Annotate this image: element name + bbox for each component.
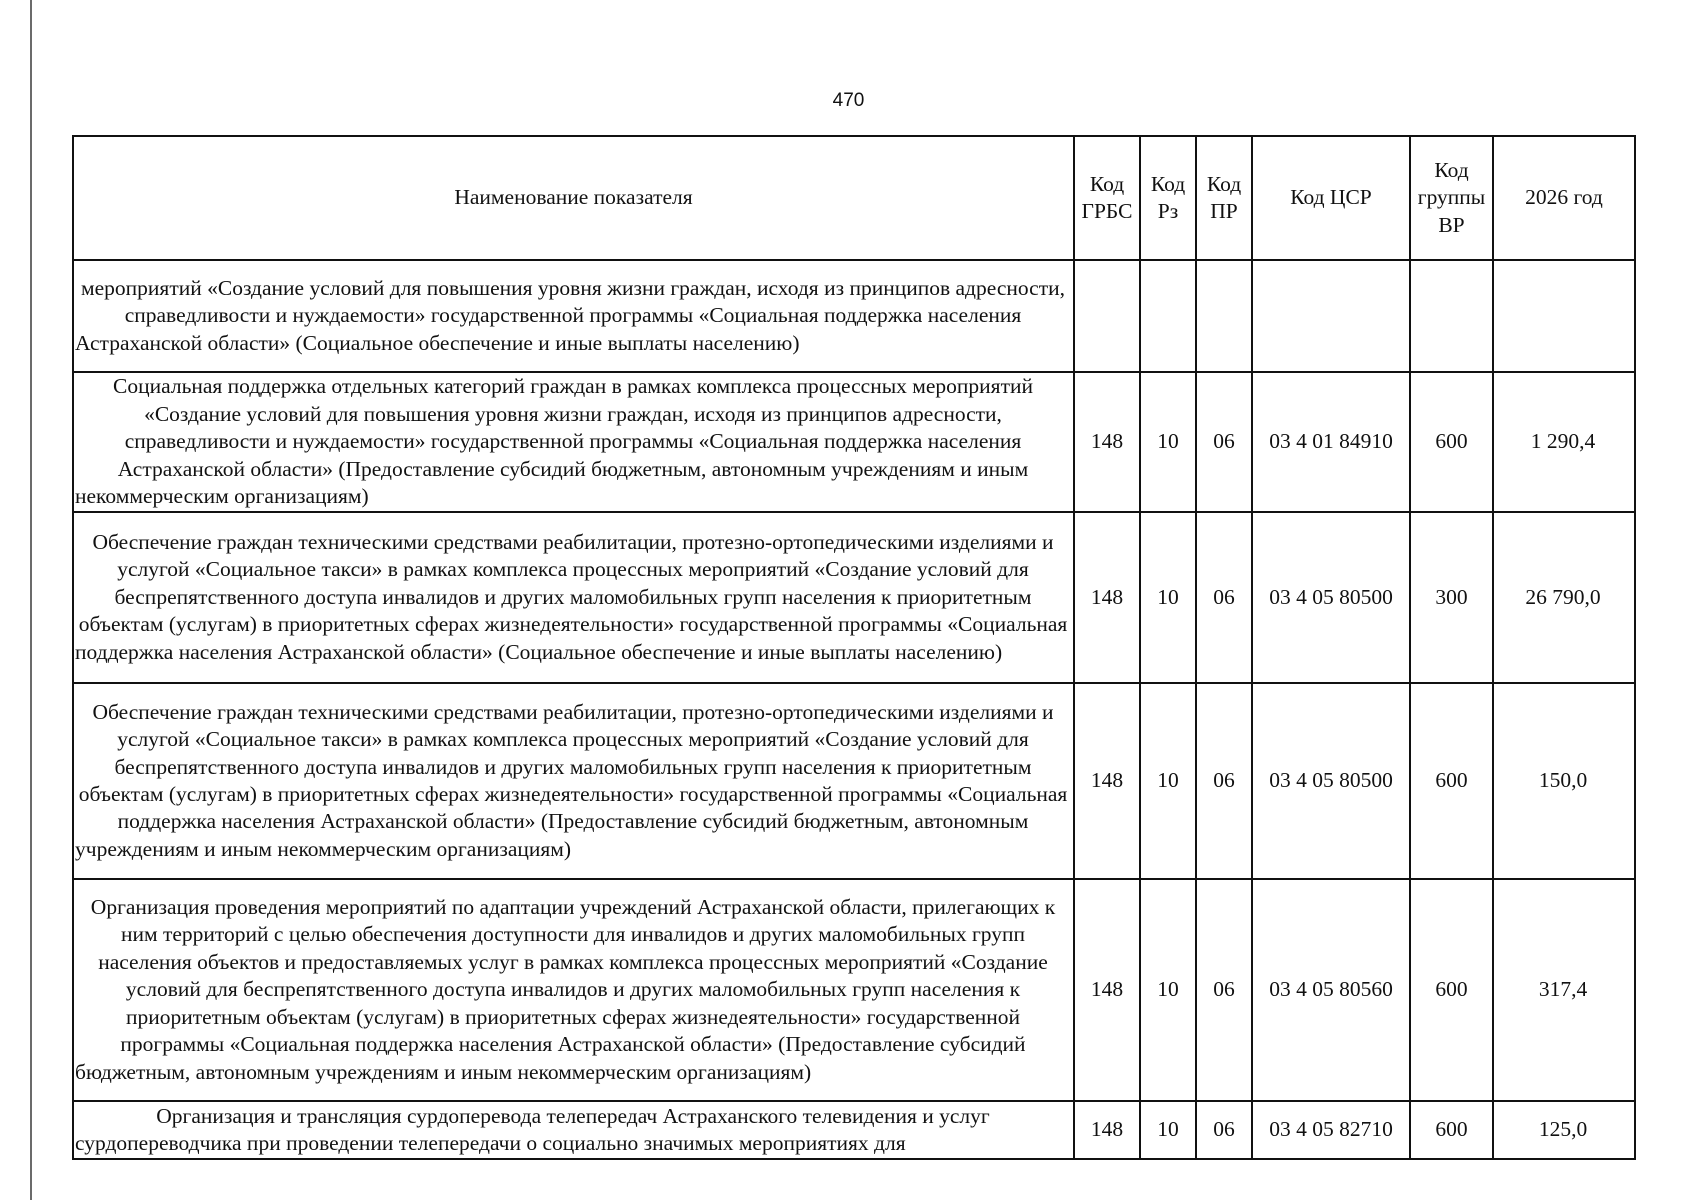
row-csr: 03 4 05 82710 [1252,1101,1410,1159]
row-grbs: 148 [1074,879,1140,1101]
row-name: мероприятий «Создание условий для повышения уровня жизни граждан, исходя из принципов адресности, справедливости и нуждаемости» государственной программы «Социальная поддержка населения Астраханской области» (Социальное обеспечение и иные выплаты населению) [73,260,1074,372]
row-rz: 10 [1140,512,1196,683]
row-csr: 03 4 05 80500 [1252,683,1410,879]
row-csr [1252,260,1410,372]
header-grbs: Код ГРБС [1074,136,1140,260]
row-grbs: 148 [1074,683,1140,879]
row-amount: 26 790,0 [1493,512,1635,683]
row-name: Обеспечение граждан техническими средствами реабилитации, протезно-ортопедическими изделиями и услугой «Социальное такси» в рамках комплекса процессных мероприятий «Создание условий для беспрепятственного доступа инвалидов и других маломобильных групп населения к приоритетным объектам (услугам) в приоритетных сферах жизнедеятельности» государственной программы «Социальная поддержка населения Астраханской области» (Предоставление субсидий бюджетным, автономным учреждениям и иным некоммерческим организациям) [73,683,1074,879]
row-rz [1140,260,1196,372]
table-row [73,1101,1635,1159]
row-rz: 10 [1140,372,1196,512]
row-rz: 10 [1140,1101,1196,1159]
table-header-row [73,136,1635,260]
row-name: Организация и трансляция сурдоперевода телепередач Астраханского телевидения и услуг сурдопереводчика при проведении телепередачи о социально значимых мероприятиях для [73,1101,1074,1159]
row-amount: 125,0 [1493,1101,1635,1159]
row-grbs: 148 [1074,372,1140,512]
row-amount [1493,260,1635,372]
row-rz: 10 [1140,879,1196,1101]
header-vr: Код группы ВР [1410,136,1493,260]
table-row [73,512,1635,683]
header-pr: Код ПР [1196,136,1252,260]
row-vr: 600 [1410,879,1493,1101]
row-vr [1410,260,1493,372]
row-amount: 1 290,4 [1493,372,1635,512]
row-name: Организация проведения мероприятий по адаптации учреждений Астраханской области, прилегающих к ним территорий с целью обеспечения доступности для инвалидов и других маломобильных групп населения объектов и предоставляемых услуг в рамках комплекса процессных мероприятий «Создание условий для беспрепятственного доступа инвалидов и других маломобильных групп населения к приоритетным объектам (услугам) в приоритетных сферах жизнедеятельности» государственной программы «Социальная поддержка населения Астраханской области» (Предоставление субсидий бюджетным, автономным учреждениям и иным некоммерческим организациям) [73,879,1074,1101]
header-year: 2026 год [1493,136,1635,260]
page-number: 470 [832,90,865,111]
header-csr: Код ЦСР [1252,136,1410,260]
table-row [73,260,1635,372]
left-margin-line [30,0,32,1200]
budget-table [72,135,1636,1160]
row-vr: 300 [1410,512,1493,683]
header-name: Наименование показателя [73,136,1074,260]
row-pr: 06 [1196,1101,1252,1159]
row-pr: 06 [1196,683,1252,879]
row-pr [1196,260,1252,372]
row-vr: 600 [1410,1101,1493,1159]
row-csr: 03 4 05 80500 [1252,512,1410,683]
row-rz: 10 [1140,683,1196,879]
row-vr: 600 [1410,372,1493,512]
row-vr: 600 [1410,683,1493,879]
row-grbs: 148 [1074,512,1140,683]
table-row [73,683,1635,879]
row-name: Социальная поддержка отдельных категорий граждан в рамках комплекса процессных мероприятий «Создание условий для повышения уровня жизни граждан, исходя из принципов адресности, справедливости и нуждаемости» государственной программы «Социальная поддержка населения Астраханской области» (Предоставление субсидий бюджетным, автономным учреждениям и иным некоммерческим организациям) [73,372,1074,512]
header-rz: Код Рз [1140,136,1196,260]
row-grbs [1074,260,1140,372]
row-csr: 03 4 05 80560 [1252,879,1410,1101]
table-row [73,879,1635,1101]
row-pr: 06 [1196,879,1252,1101]
table-row [73,372,1635,512]
row-name: Обеспечение граждан техническими средствами реабилитации, протезно-ортопедическими изделиями и услугой «Социальное такси» в рамках комплекса процессных мероприятий «Создание условий для беспрепятственного доступа инвалидов и других маломобильных групп населения к приоритетным объектам (услугам) в приоритетных сферах жизнедеятельности» государственной программы «Социальная поддержка населения Астраханской области» (Социальное обеспечение и иные выплаты населению) [73,512,1074,683]
row-pr: 06 [1196,512,1252,683]
row-grbs: 148 [1074,1101,1140,1159]
row-pr: 06 [1196,372,1252,512]
row-amount: 317,4 [1493,879,1635,1101]
row-amount: 150,0 [1493,683,1635,879]
row-csr: 03 4 01 84910 [1252,372,1410,512]
